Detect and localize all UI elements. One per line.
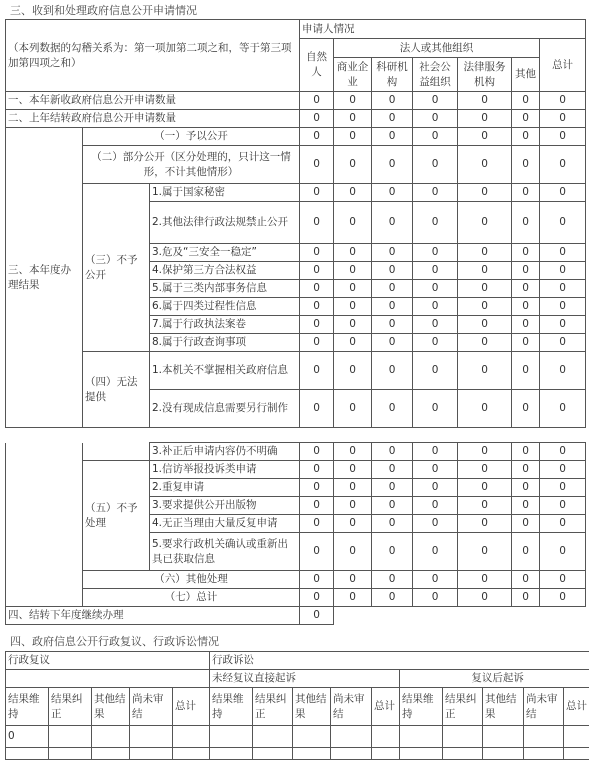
review-value-cell	[331, 726, 372, 748]
value-cell: 0	[413, 533, 458, 571]
value-cell: 0	[512, 244, 540, 262]
value-cell: 0	[458, 110, 512, 128]
review-value-cell	[293, 726, 331, 748]
value-cell: 0	[540, 443, 586, 461]
value-cell: 0	[413, 352, 458, 390]
sub-item-label: 2.没有现成信息需要另行制作	[150, 390, 300, 428]
value-cell: 0	[540, 497, 586, 515]
value-cell: 0	[372, 92, 413, 110]
value-cell: 0	[334, 128, 372, 146]
value-cell: 0	[458, 479, 512, 497]
review-col-header: 尚未审结	[130, 688, 173, 726]
row-label-carried: 二、上年结转政府信息公开申请数量	[6, 110, 300, 128]
value-cell: 0	[334, 589, 372, 607]
value-cell: 0	[372, 298, 413, 316]
row-label-result: 三、本年度办理结果	[6, 128, 83, 428]
value-cell: 0	[458, 146, 512, 184]
value-cell: 0	[372, 571, 413, 589]
row-label-g7: （七）总计	[83, 589, 300, 607]
review-value-cell	[173, 726, 210, 748]
value-cell: 0	[458, 571, 512, 589]
col-header: 社会公益组织	[413, 58, 458, 92]
value-cell: 0	[300, 571, 334, 589]
review-blank-cell	[293, 748, 331, 760]
review-value-cell	[443, 726, 483, 748]
review-col-header: 结果纠正	[253, 688, 293, 726]
value-cell: 0	[372, 202, 413, 244]
col-header: 商业企业	[334, 58, 372, 92]
note-cell: （本列数据的勾稽关系为：第一项加第二项之和，等于第三项加第四项之和）	[6, 20, 300, 92]
value-cell: 0	[413, 443, 458, 461]
review-col-header: 尚未审结	[524, 688, 564, 726]
sub-item-label: 1.本机关不掌握相关政府信息	[150, 352, 300, 390]
value-cell: 0	[458, 352, 512, 390]
review-blank-cell	[6, 748, 49, 760]
value-cell: 0	[334, 443, 372, 461]
review-col-header: 尚未审结	[331, 688, 372, 726]
review-col-header: 结果维持	[400, 688, 443, 726]
review-col-header: 总计	[564, 688, 589, 726]
sub-item-label: 3.补正后申请内容仍不明确	[150, 443, 300, 461]
value-cell: 0	[300, 533, 334, 571]
value-cell: 0	[372, 110, 413, 128]
value-cell: 0	[540, 352, 586, 390]
review-blank-cell	[210, 748, 253, 760]
review-blank-cell	[524, 748, 564, 760]
after-review-header: 复议后起诉	[400, 670, 589, 688]
value-cell: 0	[300, 110, 334, 128]
value-cell: 0	[334, 571, 372, 589]
value-cell: 0	[458, 202, 512, 244]
review-value-cell	[564, 726, 589, 748]
sub-item-label: 3.要求提供公开出版物	[150, 497, 300, 515]
value-cell: 0	[334, 298, 372, 316]
sub-item-label: 3.危及“三安全一稳定”	[150, 244, 300, 262]
value-cell: 0	[540, 184, 586, 202]
value-cell: 0	[540, 334, 586, 352]
value-cell: 0	[372, 128, 413, 146]
value-cell: 0	[300, 497, 334, 515]
row-label-g3: （三）不予公开	[83, 184, 150, 352]
value-cell: 0	[512, 479, 540, 497]
value-cell: 0	[300, 607, 334, 625]
review-col-header: 总计	[372, 688, 400, 726]
value-cell: 0	[458, 184, 512, 202]
review-blank	[6, 670, 210, 688]
review-col-header: 结果纠正	[49, 688, 92, 726]
col-header: 法律服务机构	[458, 58, 512, 92]
value-cell: 0	[512, 390, 540, 428]
value-cell: 0	[458, 443, 512, 461]
review-value-cell	[210, 726, 253, 748]
value-cell: 0	[300, 390, 334, 428]
value-cell: 0	[512, 110, 540, 128]
value-cell: 0	[372, 280, 413, 298]
review-col-header: 其他结果	[483, 688, 524, 726]
value-cell: 0	[458, 497, 512, 515]
value-cell: 0	[300, 202, 334, 244]
sub-item-label: 6.属于四类过程性信息	[150, 298, 300, 316]
review-blank-cell	[253, 748, 293, 760]
value-cell: 0	[512, 589, 540, 607]
row-label-g2: （二）部分公开（区分处理的，只计这一情形，不计其他情形）	[83, 146, 300, 184]
value-cell: 0	[458, 515, 512, 533]
row-label-g4: （四）无法提供	[83, 352, 150, 428]
review-blank-cell	[564, 748, 589, 760]
value-cell: 0	[540, 262, 586, 280]
value-cell: 0	[458, 128, 512, 146]
value-cell: 0	[512, 262, 540, 280]
value-cell: 0	[372, 443, 413, 461]
value-cell: 0	[372, 497, 413, 515]
value-cell: 0	[300, 461, 334, 479]
review-value-cell	[130, 726, 173, 748]
value-cell: 0	[458, 244, 512, 262]
value-cell: 0	[540, 479, 586, 497]
value-cell: 0	[372, 334, 413, 352]
review-value-cell	[483, 726, 524, 748]
value-cell: 0	[413, 461, 458, 479]
value-cell: 0	[413, 497, 458, 515]
value-cell: 0	[458, 92, 512, 110]
value-cell: 0	[300, 334, 334, 352]
legal-entity-header: 法人或其他组织	[334, 39, 540, 58]
value-cell: 0	[413, 334, 458, 352]
value-cell: 0	[512, 443, 540, 461]
value-cell: 0	[540, 280, 586, 298]
value-cell: 0	[300, 244, 334, 262]
value-cell: 0	[512, 334, 540, 352]
value-cell: 0	[372, 146, 413, 184]
value-cell: 0	[458, 334, 512, 352]
review-blank-cell	[483, 748, 524, 760]
value-cell: 0	[334, 184, 372, 202]
value-cell: 0	[334, 202, 372, 244]
value-cell: 0	[372, 390, 413, 428]
review-blank-cell	[400, 748, 443, 760]
value-cell: 0	[413, 589, 458, 607]
value-cell: 0	[300, 298, 334, 316]
value-cell: 0	[413, 128, 458, 146]
value-cell: 0	[334, 146, 372, 184]
value-cell: 0	[458, 589, 512, 607]
value-cell: 0	[413, 390, 458, 428]
value-cell: 0	[512, 202, 540, 244]
value-cell: 0	[413, 479, 458, 497]
review-col-header: 其他结果	[293, 688, 331, 726]
review-blank-cell	[331, 748, 372, 760]
sub-item-label: 2.重复申请	[150, 479, 300, 497]
value-cell: 0	[413, 110, 458, 128]
value-cell: 0	[334, 497, 372, 515]
value-cell: 0	[540, 533, 586, 571]
value-cell: 0	[458, 262, 512, 280]
value-cell: 0	[300, 352, 334, 390]
value-cell: 0	[372, 515, 413, 533]
value-cell: 0	[413, 262, 458, 280]
application-table	[5, 19, 586, 625]
sub-item-label: 8.属于行政查询事项	[150, 334, 300, 352]
value-cell: 0	[458, 533, 512, 571]
value-cell: 0	[413, 298, 458, 316]
review-value-cell	[49, 726, 92, 748]
value-cell: 0	[540, 92, 586, 110]
value-cell: 0	[413, 184, 458, 202]
value-cell: 0	[300, 146, 334, 184]
review-table	[5, 651, 589, 760]
value-cell: 0	[458, 390, 512, 428]
admin-review-header: 行政复议	[6, 652, 210, 670]
value-cell: 0	[372, 589, 413, 607]
sub-item-label: 4.无正当理由大量反复申请	[150, 515, 300, 533]
row-label-g5: （五）不予处理	[83, 461, 150, 571]
sub-item-label: 1.信访举报投诉类申请	[150, 461, 300, 479]
review-col-header: 总计	[173, 688, 210, 726]
value-cell: 0	[372, 461, 413, 479]
col-header: 其他	[512, 58, 540, 92]
value-cell: 0	[300, 515, 334, 533]
value-cell: 0	[300, 589, 334, 607]
sub-item-label: 5.要求行政机关确认或重新出具已获取信息	[150, 533, 300, 571]
total-header: 总计	[540, 39, 586, 92]
value-cell: 0	[512, 128, 540, 146]
col-header: 科研机构	[372, 58, 413, 92]
value-cell: 0	[334, 515, 372, 533]
review-value-cell	[400, 726, 443, 748]
value-cell: 0	[300, 262, 334, 280]
sub-item-label: 1.属于国家秘密	[150, 184, 300, 202]
review-blank-cell	[173, 748, 210, 760]
review-value-cell	[92, 726, 130, 748]
review-value-cell	[372, 726, 400, 748]
value-cell: 0	[300, 316, 334, 334]
review-value-cell	[253, 726, 293, 748]
value-cell: 0	[334, 316, 372, 334]
section-4-title: 四、政府信息公开行政复议、行政诉讼情况	[10, 635, 219, 648]
review-blank-cell	[49, 748, 92, 760]
value-cell: 0	[512, 184, 540, 202]
review-blank-cell	[443, 748, 483, 760]
value-cell: 0	[540, 128, 586, 146]
sub-item-label: 2.其他法律行政法规禁止公开	[150, 202, 300, 244]
review-value-cell: 0	[6, 726, 49, 748]
row-label-new: 一、本年新收政府信息公开申请数量	[6, 92, 300, 110]
litigation-header: 行政诉讼	[210, 652, 589, 670]
value-cell: 0	[512, 571, 540, 589]
review-col-header: 结果维持	[210, 688, 253, 726]
review-blank-cell	[372, 748, 400, 760]
value-cell: 0	[413, 316, 458, 334]
value-cell: 0	[540, 390, 586, 428]
value-cell: 0	[413, 92, 458, 110]
value-cell: 0	[512, 298, 540, 316]
value-cell: 0	[540, 316, 586, 334]
value-cell: 0	[372, 352, 413, 390]
value-cell: 0	[512, 352, 540, 390]
review-col-header: 其他结果	[92, 688, 130, 726]
value-cell: 0	[458, 461, 512, 479]
review-value-cell	[524, 726, 564, 748]
value-cell: 0	[413, 515, 458, 533]
value-cell: 0	[512, 515, 540, 533]
row-label-g1: （一）予以公开	[83, 128, 300, 146]
row-label-carry-next: 四、结转下年度继续办理	[6, 607, 300, 625]
value-cell: 0	[300, 128, 334, 146]
value-cell: 0	[413, 280, 458, 298]
value-cell: 0	[540, 515, 586, 533]
natural-person-header: 自然人	[300, 39, 334, 92]
sub-item-label: 5.属于三类内部事务信息	[150, 280, 300, 298]
value-cell: 0	[334, 244, 372, 262]
value-cell: 0	[512, 497, 540, 515]
review-blank-cell	[130, 748, 173, 760]
value-cell: 0	[372, 533, 413, 571]
value-cell: 0	[540, 110, 586, 128]
value-cell: 0	[300, 280, 334, 298]
value-cell: 0	[512, 316, 540, 334]
value-cell: 0	[413, 244, 458, 262]
value-cell: 0	[540, 461, 586, 479]
value-cell: 0	[540, 298, 586, 316]
value-cell: 0	[300, 479, 334, 497]
value-cell: 0	[458, 298, 512, 316]
direct-suit-header: 未经复议直接起诉	[210, 670, 400, 688]
review-blank-cell	[92, 748, 130, 760]
value-cell: 0	[458, 280, 512, 298]
row-label-g6: （六）其他处理	[83, 571, 300, 589]
value-cell: 0	[458, 316, 512, 334]
value-cell: 0	[540, 589, 586, 607]
value-cell: 0	[300, 443, 334, 461]
value-cell: 0	[372, 316, 413, 334]
value-cell: 0	[372, 184, 413, 202]
value-cell: 0	[512, 280, 540, 298]
value-cell: 0	[334, 352, 372, 390]
value-cell: 0	[540, 244, 586, 262]
value-cell: 0	[300, 184, 334, 202]
value-cell: 0	[334, 479, 372, 497]
value-cell: 0	[334, 461, 372, 479]
value-cell: 0	[413, 571, 458, 589]
value-cell: 0	[334, 262, 372, 280]
applicant-header: 申请人情况	[300, 20, 586, 39]
sub-item-label: 7.属于行政执法案卷	[150, 316, 300, 334]
page-break-gap	[6, 428, 586, 443]
value-cell: 0	[512, 461, 540, 479]
value-cell: 0	[334, 334, 372, 352]
value-cell: 0	[334, 92, 372, 110]
value-cell: 0	[334, 390, 372, 428]
value-cell: 0	[334, 110, 372, 128]
row-label-g4-cont	[83, 443, 150, 461]
section-3-title: 三、收到和处理政府信息公开申请情况	[10, 4, 197, 17]
value-cell: 0	[372, 244, 413, 262]
value-cell: 0	[372, 479, 413, 497]
review-col-header: 结果维持	[6, 688, 49, 726]
value-cell: 0	[512, 92, 540, 110]
value-cell: 0	[540, 571, 586, 589]
value-cell: 0	[334, 533, 372, 571]
sub-item-label: 4.保护第三方合法权益	[150, 262, 300, 280]
review-col-header: 结果纠正	[443, 688, 483, 726]
value-cell: 0	[334, 280, 372, 298]
value-cell: 0	[372, 262, 413, 280]
value-cell: 0	[413, 146, 458, 184]
value-cell: 0	[512, 146, 540, 184]
value-cell: 0	[512, 533, 540, 571]
value-cell: 0	[300, 92, 334, 110]
value-cell: 0	[413, 202, 458, 244]
row-label-result-cont	[6, 443, 83, 607]
value-cell: 0	[540, 146, 586, 184]
value-cell: 0	[540, 202, 586, 244]
